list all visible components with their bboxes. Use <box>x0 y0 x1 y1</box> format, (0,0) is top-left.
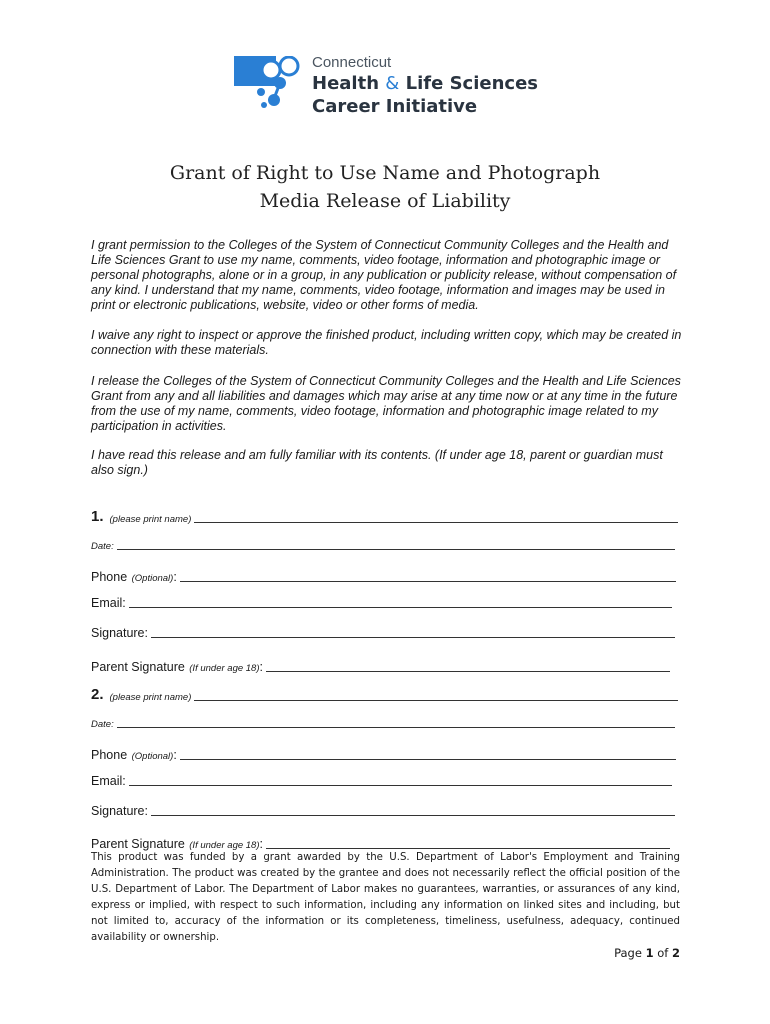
signer2-phone-note: (Optional) <box>131 751 174 762</box>
signer1-phone-label: Phone <box>91 570 128 584</box>
signer1-date-row <box>91 541 675 552</box>
release-paragraph: I release the Colleges of the System of Connecticut Community Colleges and the Health and Life Sciences Grant from any and all liabilities and damages which may arise at any time now or at any time in the future from the use of my name, comments, video footage, information and photographic image related to my participation in activities. <box>91 374 681 433</box>
signer1-phone-row: Phone (Optional) : <box>91 566 676 584</box>
signer2-name-label: (please print name) <box>109 692 192 703</box>
signer2-name-field[interactable] <box>194 700 678 701</box>
signer1-phone-note: (Optional) <box>131 573 174 584</box>
document-title: Grant of Right to Use Name and Photograph <box>169 162 601 184</box>
signer1-email-label: Email: <box>91 596 126 610</box>
signer1-parent-row: Parent Signature (If under age 18) : <box>91 656 670 674</box>
signer1-email-row <box>91 596 672 610</box>
signer2-date-row <box>91 719 675 730</box>
signer2-phone-field[interactable] <box>180 759 676 760</box>
molecule-logo-icon <box>234 56 304 110</box>
signer2-phone-label: Phone <box>91 748 128 762</box>
signer1-parent-note: (If under age 18) <box>189 663 260 674</box>
signer2-date-label: Date: <box>91 719 114 730</box>
logo <box>234 54 554 124</box>
signer1-date-label: Date: <box>91 541 114 552</box>
signer1-number: 1. <box>91 508 104 525</box>
signer2-signature-label: Signature: <box>91 804 148 818</box>
logo-line-health-life-sciences: Health & Life Sciences <box>312 73 538 94</box>
signer2-email-row <box>91 774 672 788</box>
signer1-phone-field[interactable] <box>180 581 676 582</box>
signer2-parent-signature-field[interactable] <box>266 848 670 849</box>
signer2-signature-row <box>91 804 675 818</box>
signer1-name-label: (please print name) <box>109 514 192 525</box>
page-number: Page 1 of 2 <box>614 946 680 960</box>
signer2-name-row <box>91 686 678 703</box>
signer2-number: 2. <box>91 686 104 703</box>
acknowledgement-paragraph: I have read this release and am fully familiar with its contents. (If under age 18, parent or guardian must also sign.) <box>91 448 663 477</box>
logo-line-connecticut: Connecticut <box>312 54 392 71</box>
signer2-date-field[interactable] <box>117 727 675 728</box>
signer1-signature-label: Signature: <box>91 626 148 640</box>
signer1-parent-label: Parent Signature <box>91 660 185 674</box>
logo-wordmark <box>312 54 538 118</box>
permission-paragraph: I grant permission to the Colleges of the System of Connecticut Community Colleges and the Health and Life Sciences Grant to use my name, comments, video footage, information and photographic image or personal photographs, alone or in a group, in any publication or publicity release, without compensation of any kind. I understand that my name, comments, video footage, information and images may be used in print or electronic publications, website, video or other forms of media. <box>91 238 677 312</box>
signer2-parent-row: Parent Signature (If under age 18) : <box>91 833 670 851</box>
signer1-email-field[interactable] <box>129 607 672 608</box>
logo-line-career-initiative: Career Initiative <box>312 96 478 117</box>
signer2-parent-note: (If under age 18) <box>189 840 260 851</box>
waiver-paragraph: I waive any right to inspect or approve the finished product, including written copy, which may be created in connection with these materials. <box>91 328 682 357</box>
signer1-name-field[interactable] <box>194 522 678 523</box>
signer2-email-label: Email: <box>91 774 126 788</box>
signer1-signature-row <box>91 626 675 640</box>
signer1-date-field[interactable] <box>117 549 675 550</box>
signer2-phone-row: Phone (Optional) : <box>91 744 676 762</box>
signer2-parent-label: Parent Signature <box>91 837 185 851</box>
signer1-name-row <box>91 508 678 525</box>
signer2-signature-field[interactable] <box>151 815 675 816</box>
signer1-signature-field[interactable] <box>151 637 675 638</box>
signer2-email-field[interactable] <box>129 785 672 786</box>
funding-disclaimer: This product was funded by a grant awarded by the U.S. Department of Labor's Employment and Training Administration. The product was created by the grantee and does not necessarily reflect the official position of the U.S. Department of Labor. The Department of Labor makes no guarantees, warranties, or assurances of any kind, express or implied, with respect to such information, including any information on linked sites and including, but not limited to, accuracy of the information or its completeness, timeliness, usefulness, adequacy, continued availability or ownership. <box>91 852 680 943</box>
document-subtitle: Media Release of Liability <box>259 190 511 212</box>
signer1-parent-signature-field[interactable] <box>266 671 670 672</box>
